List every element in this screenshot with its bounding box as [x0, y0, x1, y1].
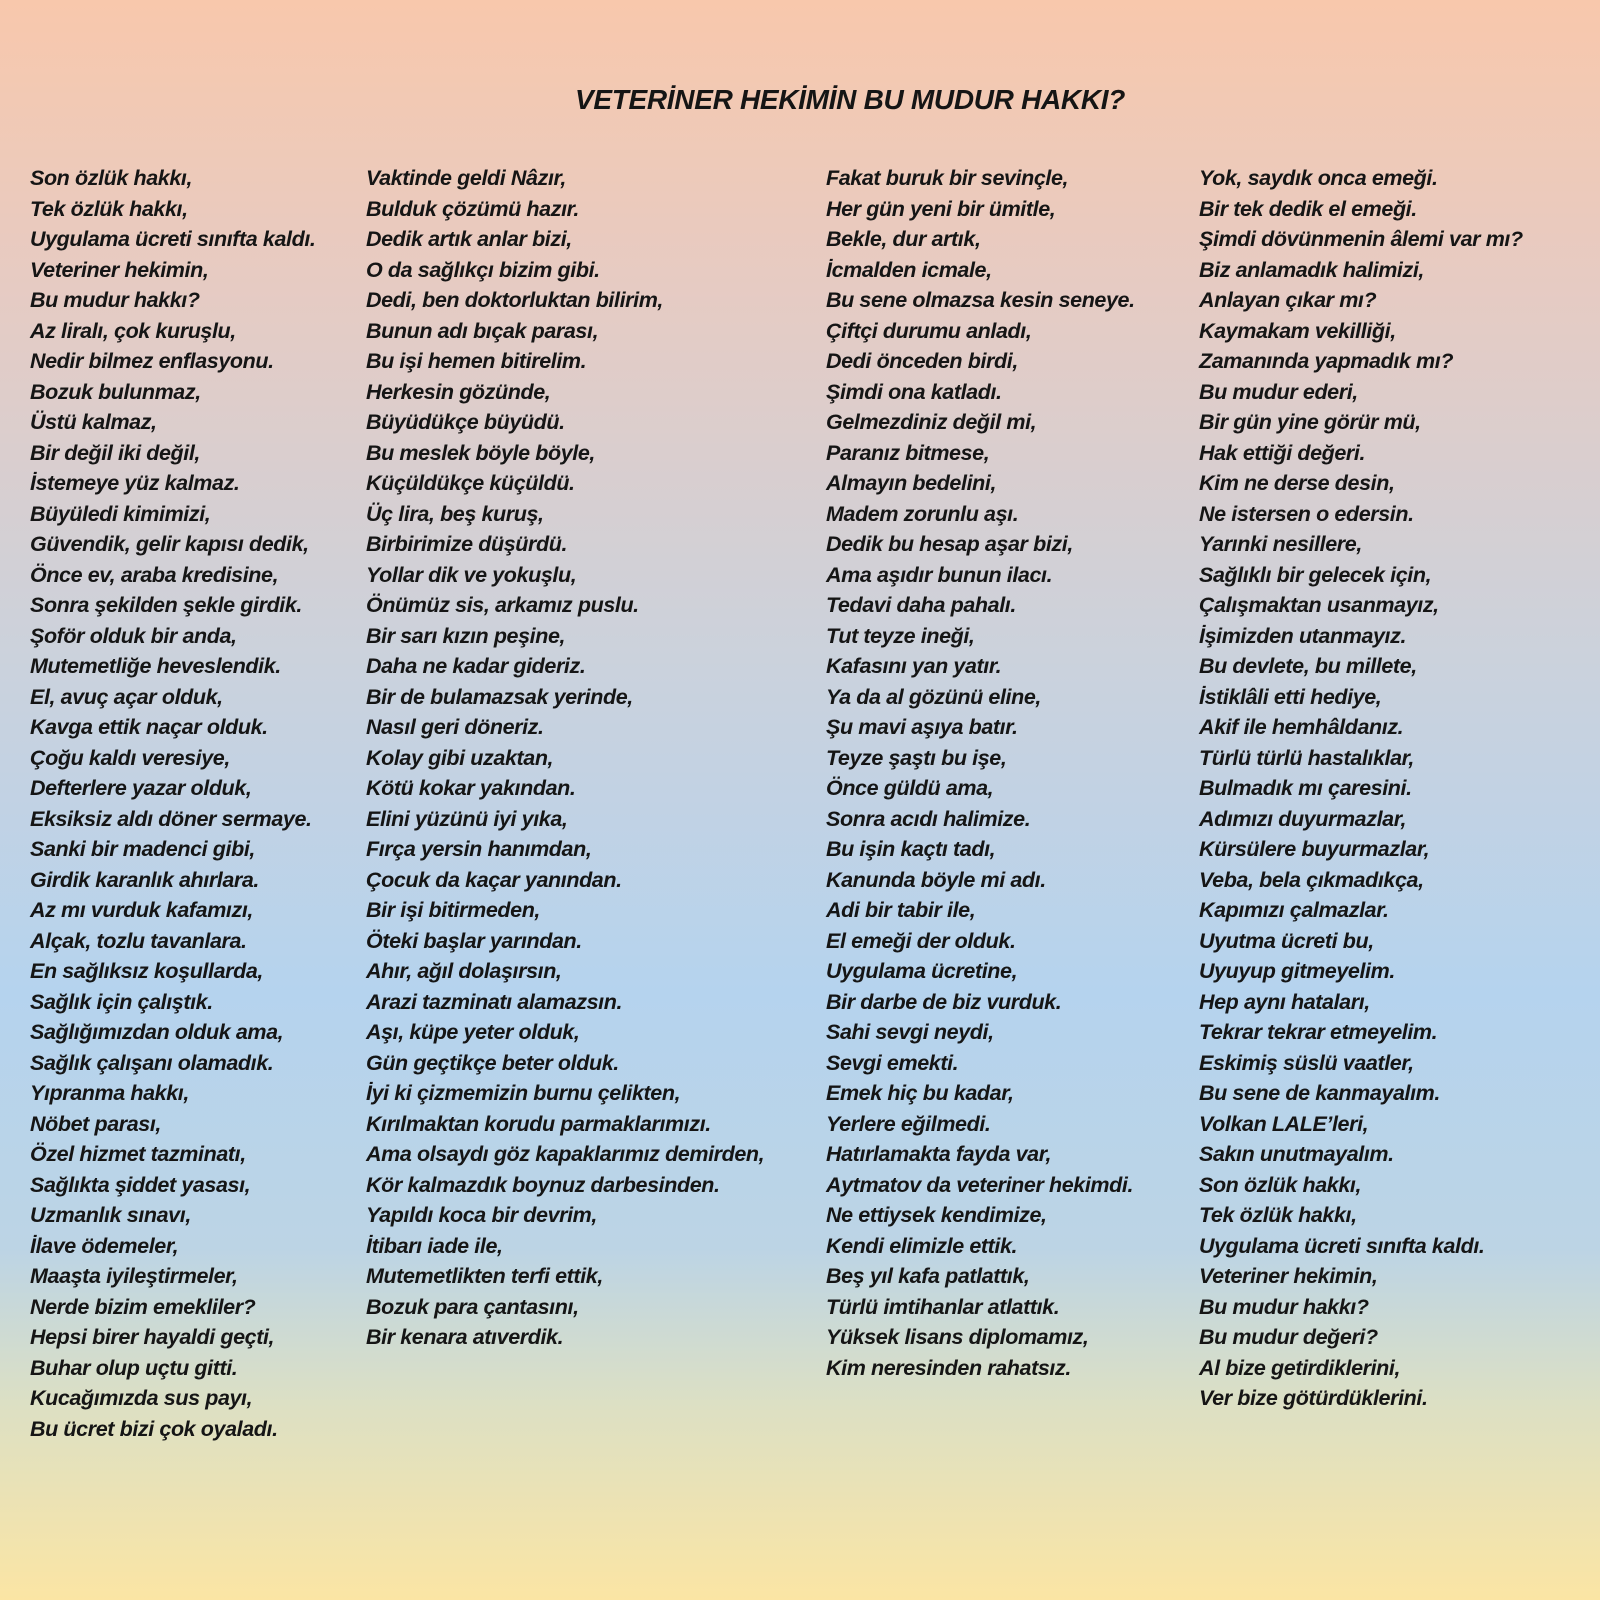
- poem-line: Adi bir tabir ile,: [826, 898, 976, 922]
- poem-line: Alçak, tozlu tavanlara.: [30, 928, 247, 953]
- poem-line: Sağlık çalışanı olamadık.: [30, 1050, 274, 1075]
- poem-line: Ama aşıdır bunun ilacı.: [826, 562, 1053, 587]
- poem-line: Teyze şaştı bu işe,: [826, 745, 1007, 770]
- poem-line: Sakın unutmayalım.: [1199, 1142, 1394, 1166]
- poem-line: İcmalden icmale,: [826, 257, 992, 282]
- poem-line: Kim neresinden rahatsız.: [826, 1355, 1071, 1380]
- poem-line: Çalışmaktan usanmayız,: [1199, 593, 1439, 617]
- poem-line: Kendi elimizle ettik.: [826, 1233, 1018, 1258]
- poem-line: Sevgi emekti.: [826, 1050, 959, 1075]
- poem-line: Bu mudur hakkı?: [1199, 1294, 1369, 1319]
- poem-line: Adımızı duyurmazlar,: [1199, 806, 1407, 831]
- poem-line: Biz anlamadık halimizi,: [1199, 257, 1424, 282]
- poem-line: Dedi önceden birdi,: [826, 349, 1018, 373]
- poem-line: Sağlık için çalıştık.: [30, 989, 213, 1014]
- poem-line: Türlü imtihanlar atlattık.: [826, 1294, 1060, 1319]
- poem-line: Dedik artık anlar bizi,: [366, 227, 572, 251]
- poem-line: Yapıldı koca bir devrim,: [366, 1203, 597, 1227]
- poem-line: Aşı, küpe yeter olduk,: [366, 1020, 580, 1044]
- poem-line: O da sağlıkçı bizim gibi.: [366, 257, 600, 282]
- poem-line: Hep aynı hataları,: [1199, 989, 1370, 1014]
- poem-line: Kötü kokar yakından.: [366, 776, 576, 800]
- poem-line: Tut teyze ineği,: [826, 623, 975, 648]
- poem-line: Kavga ettik naçar olduk.: [30, 715, 268, 739]
- poem-line: El emeği der olduk.: [826, 928, 1016, 953]
- poem-column-4: [1199, 163, 1523, 1414]
- poem-line: Uygulama ücreti sınıfta kaldı.: [30, 227, 316, 251]
- poem-line: Fırça yersin hanımdan,: [366, 837, 592, 861]
- poem-line: Kaymakam vekilliği,: [1199, 318, 1396, 343]
- poem-line: Bu meslek böyle böyle,: [366, 440, 595, 465]
- poem-line: Sonra acıdı halimize.: [826, 806, 1031, 831]
- poem-line: Dedi, ben doktorluktan bilirim,: [366, 288, 663, 312]
- poem-line: Uygulama ücreti sınıfta kaldı.: [1199, 1233, 1485, 1258]
- poem-line: Girdik karanlık ahırlara.: [30, 867, 260, 892]
- poem-line: Önümüz sis, arkamız puslu.: [366, 593, 639, 617]
- poem-line: Yüksek lisans diplomamız,: [826, 1325, 1089, 1349]
- poem-line: Ver bize götürdüklerini.: [1199, 1386, 1428, 1410]
- poem-line: Nerde bizim emekliler?: [30, 1294, 256, 1319]
- poem-line: Bir de bulamazsak yerinde,: [366, 684, 633, 709]
- poem-line: Bir kenara atıverdik.: [366, 1325, 564, 1349]
- poem-line: Şoför olduk bir anda,: [30, 623, 237, 648]
- poem-line: Kapımızı çalmazlar.: [1199, 898, 1389, 922]
- poem-line: Öteki başlar yarından.: [366, 928, 582, 953]
- poem-line: Anlayan çıkar mı?: [1199, 288, 1377, 312]
- poem-line: Ne ettiysek kendimize,: [826, 1203, 1047, 1227]
- poem-line: Bir işi bitirmeden,: [366, 898, 540, 922]
- poem-line: Hak ettiği değeri.: [1199, 440, 1366, 465]
- poem-line: Kucağımızda sus payı,: [30, 1386, 253, 1410]
- poem-line: Aytmatov da veteriner hekimdi.: [826, 1172, 1134, 1197]
- poem-line: Bulmadık mı çaresini.: [1199, 776, 1412, 800]
- poem-line: Daha ne kadar gideriz.: [366, 654, 586, 678]
- poem-line: Ahır, ağıl dolaşırsın,: [366, 959, 562, 983]
- poem-line: Gün geçtikçe beter olduk.: [366, 1050, 619, 1075]
- poem-line: En sağlıksız koşullarda,: [30, 959, 263, 983]
- poem-line: Kürsülere buyurmazlar,: [1199, 837, 1430, 861]
- poem-line: Bu sene olmazsa kesin seneye.: [826, 288, 1135, 312]
- poem-line: Bir değil iki değil,: [30, 440, 201, 465]
- poem-line: Bekle, dur artık,: [826, 227, 981, 251]
- poem-line: Volkan LALE’leri,: [1199, 1111, 1369, 1136]
- poem-line: Bulduk çözümü hazır.: [366, 196, 579, 221]
- poem-line: Bozuk bulunmaz,: [30, 379, 201, 404]
- poem-line: Uyuyup gitmeyelim.: [1199, 959, 1395, 983]
- poem-line: Tedavi daha pahalı.: [826, 593, 1016, 617]
- poem-line: Bir tek dedik el emeği.: [1199, 196, 1417, 221]
- poem-line: Yok, saydık onca emeği.: [1199, 166, 1438, 190]
- poem-line: Çoğu kaldı veresiye,: [30, 745, 230, 770]
- poem-title: VETERİNER HEKİMİN BU MUDUR HAKKI?: [574, 84, 1126, 115]
- poem-line: Sağlıkta şiddet yasası,: [30, 1172, 251, 1197]
- poem-line: Ne istersen o edersin.: [1199, 501, 1414, 526]
- poem-line: Nöbet parası,: [30, 1111, 162, 1136]
- poem-line: Kanunda böyle mi adı.: [826, 867, 1046, 892]
- poem-line: Bozuk para çantasını,: [366, 1294, 579, 1319]
- poem-line: Vaktinde geldi Nâzır,: [366, 166, 566, 190]
- poem-line: Az liralı, çok kuruşlu,: [30, 318, 236, 343]
- poem-line: Kırılmaktan korudu parmaklarımızı.: [366, 1111, 711, 1136]
- poem-line: Veba, bela çıkmadıkça,: [1199, 867, 1424, 892]
- poem-line: Güvendik, gelir kapısı dedik,: [30, 532, 309, 556]
- poem-line: Bu mudur değeri?: [1199, 1325, 1378, 1349]
- poem-line: Bir darbe de biz vurduk.: [826, 989, 1062, 1014]
- poem-line: Bu sene de kanmayalım.: [1199, 1081, 1440, 1105]
- poem-line: Mutemetlikten terfi ettik,: [366, 1264, 603, 1288]
- poem-line: Bu mudur hakkı?: [30, 288, 200, 312]
- poem-line: İstiklâli etti hediye,: [1199, 684, 1382, 709]
- poem-line: Hepsi birer hayaldi geçti,: [30, 1325, 275, 1349]
- poem-line: Kolay gibi uzaktan,: [366, 745, 554, 770]
- poem-line: Küçüldükçe küçüldü.: [366, 471, 575, 495]
- poem-line: Kafasını yan yatır.: [826, 654, 1002, 678]
- poem-line: Emek hiç bu kadar,: [826, 1081, 1014, 1105]
- poem-line: Türlü türlü hastalıklar,: [1199, 745, 1415, 770]
- poem-line: Herkesin gözünde,: [366, 379, 551, 404]
- poem-line: Uyutma ücreti bu,: [1199, 928, 1374, 953]
- poem-line: Her gün yeni bir ümitle,: [826, 196, 1056, 221]
- poem-line: Üstü kalmaz,: [30, 410, 157, 434]
- poem-line: Tekrar tekrar etmeyelim.: [1199, 1020, 1438, 1044]
- poem-line: Nasıl geri döneriz.: [366, 715, 544, 739]
- poem-line: Nedir bilmez enflasyonu.: [30, 349, 274, 373]
- poem-line: Sağlığımızdan olduk ama,: [30, 1020, 284, 1044]
- poem-line: Önce ev, araba kredisine,: [30, 562, 279, 587]
- poem-line: Sonra şekilden şekle girdik.: [30, 593, 303, 617]
- poem-line: İtibarı iade ile,: [366, 1233, 503, 1258]
- poem-line: Şimdi dövünmenin âlemi var mı?: [1199, 227, 1523, 251]
- poem-column-1: [30, 163, 316, 1444]
- poem-line: Tek özlük hakkı,: [1199, 1203, 1357, 1227]
- poem-line: Büyüledi kimimizi,: [30, 501, 211, 526]
- poem-line: Yıpranma hakkı,: [30, 1081, 189, 1105]
- poem-line: El, avuç açar olduk,: [30, 684, 223, 709]
- poem-line: Çocuk da kaçar yanından.: [366, 867, 622, 892]
- poem-line: Ya da al gözünü eline,: [826, 684, 1041, 709]
- poem-line: Son özlük hakkı,: [1199, 1172, 1362, 1197]
- poem-line: İyi ki çizmemizin burnu çelikten,: [366, 1081, 681, 1105]
- poem-line: Mutemetliğe heveslendik.: [30, 654, 281, 678]
- poem-line: Al bize getirdiklerini,: [1199, 1355, 1401, 1380]
- poem-line: Sahi sevgi neydi,: [826, 1020, 994, 1044]
- poem-line: İstemeye yüz kalmaz.: [30, 471, 240, 495]
- poem-line: Defterlere yazar olduk,: [30, 776, 252, 800]
- poem-line: Şimdi ona katladı.: [826, 379, 1002, 404]
- poem-line: Eksiksiz aldı döner sermaye.: [30, 806, 312, 831]
- poem-line: Buhar olup uçtu gitti.: [30, 1355, 238, 1380]
- poem-line: Önce güldü ama,: [826, 776, 994, 800]
- poem-line: Yerlere eğilmedi.: [826, 1111, 991, 1136]
- poem-column-3: [826, 163, 1135, 1383]
- poem-column-2: [366, 163, 764, 1353]
- poem-line: Bu işin kaçtı tadı,: [826, 837, 996, 861]
- poem-line: Almayın bedelini,: [826, 471, 997, 495]
- poem-line: Az mı vurduk kafamızı,: [30, 898, 253, 922]
- poem-line: Yarınki nesillere,: [1199, 532, 1362, 556]
- poem-line: Elini yüzünü iyi yıka,: [366, 806, 568, 831]
- poem-line: Özel hizmet tazminatı,: [30, 1142, 246, 1166]
- poem-line: Ama olsaydı göz kapaklarımız demirden,: [366, 1142, 765, 1166]
- poem-line: Bir gün yine görür mü,: [1199, 410, 1421, 434]
- poem-line: Uygulama ücretine,: [826, 959, 1018, 983]
- poem-line: Üç lira, beş kuruş,: [366, 501, 544, 526]
- poem-line: Dedik bu hesap aşar bizi,: [826, 532, 1073, 556]
- poem-line: Maaşta iyileştirmeler,: [30, 1264, 238, 1288]
- poem-line: Büyüdükçe büyüdü.: [366, 410, 565, 434]
- poem-line: Arazi tazminatı alamazsın.: [366, 989, 623, 1014]
- poem-line: Bu işi hemen bitirelim.: [366, 349, 587, 373]
- poem-line: Eskimiş süslü vaatler,: [1199, 1050, 1414, 1075]
- poem-line: Madem zorunlu aşı.: [826, 501, 1019, 526]
- poem-line: Kim ne derse desin,: [1199, 471, 1395, 495]
- poem-line: Sanki bir madenci gibi,: [30, 837, 255, 861]
- poem-line: Kör kalmazdık boynuz darbesinden.: [366, 1172, 720, 1197]
- poem-line: Gelmezdiniz değil mi,: [826, 410, 1037, 434]
- poem-line: Şu mavi aşıya batır.: [826, 715, 1018, 739]
- poem-line: Paranız bitmese,: [826, 440, 990, 465]
- poem-line: Uzmanlık sınavı,: [30, 1203, 191, 1227]
- poem-line: Beş yıl kafa patlattık,: [826, 1264, 1030, 1288]
- poem-line: Bunun adı bıçak parası,: [366, 318, 599, 343]
- poem-line: Birbirimize düşürdü.: [366, 532, 568, 556]
- poem-line: Veteriner hekimin,: [30, 257, 209, 282]
- poem-line: Tek özlük hakkı,: [30, 196, 188, 221]
- poem-line: Bu mudur ederi,: [1199, 379, 1358, 404]
- poem-line: Veteriner hekimin,: [1199, 1264, 1378, 1288]
- poem-line: Bu ücret bizi çok oyaladı.: [30, 1416, 278, 1441]
- poem-line: Son özlük hakkı,: [30, 166, 193, 190]
- poem-line: Sağlıklı bir gelecek için,: [1199, 562, 1432, 587]
- poem-line: Fakat buruk bir sevinçle,: [826, 166, 1069, 190]
- poem-line: Zamanında yapmadık mı?: [1199, 349, 1454, 373]
- poem-line: İşimizden utanmayız.: [1199, 623, 1407, 648]
- poem-line: Bu devlete, bu millete,: [1199, 654, 1417, 678]
- poem-line: Akif ile hemhâldanız.: [1199, 715, 1404, 739]
- poem-line: Çiftçi durumu anladı,: [826, 318, 1032, 343]
- poem-line: Bir sarı kızın peşine,: [366, 623, 566, 648]
- poem-line: Hatırlamakta fayda var,: [826, 1142, 1052, 1166]
- poem-line: İlave ödemeler,: [30, 1233, 179, 1258]
- poem-line: Yollar dik ve yokuşlu,: [366, 562, 577, 587]
